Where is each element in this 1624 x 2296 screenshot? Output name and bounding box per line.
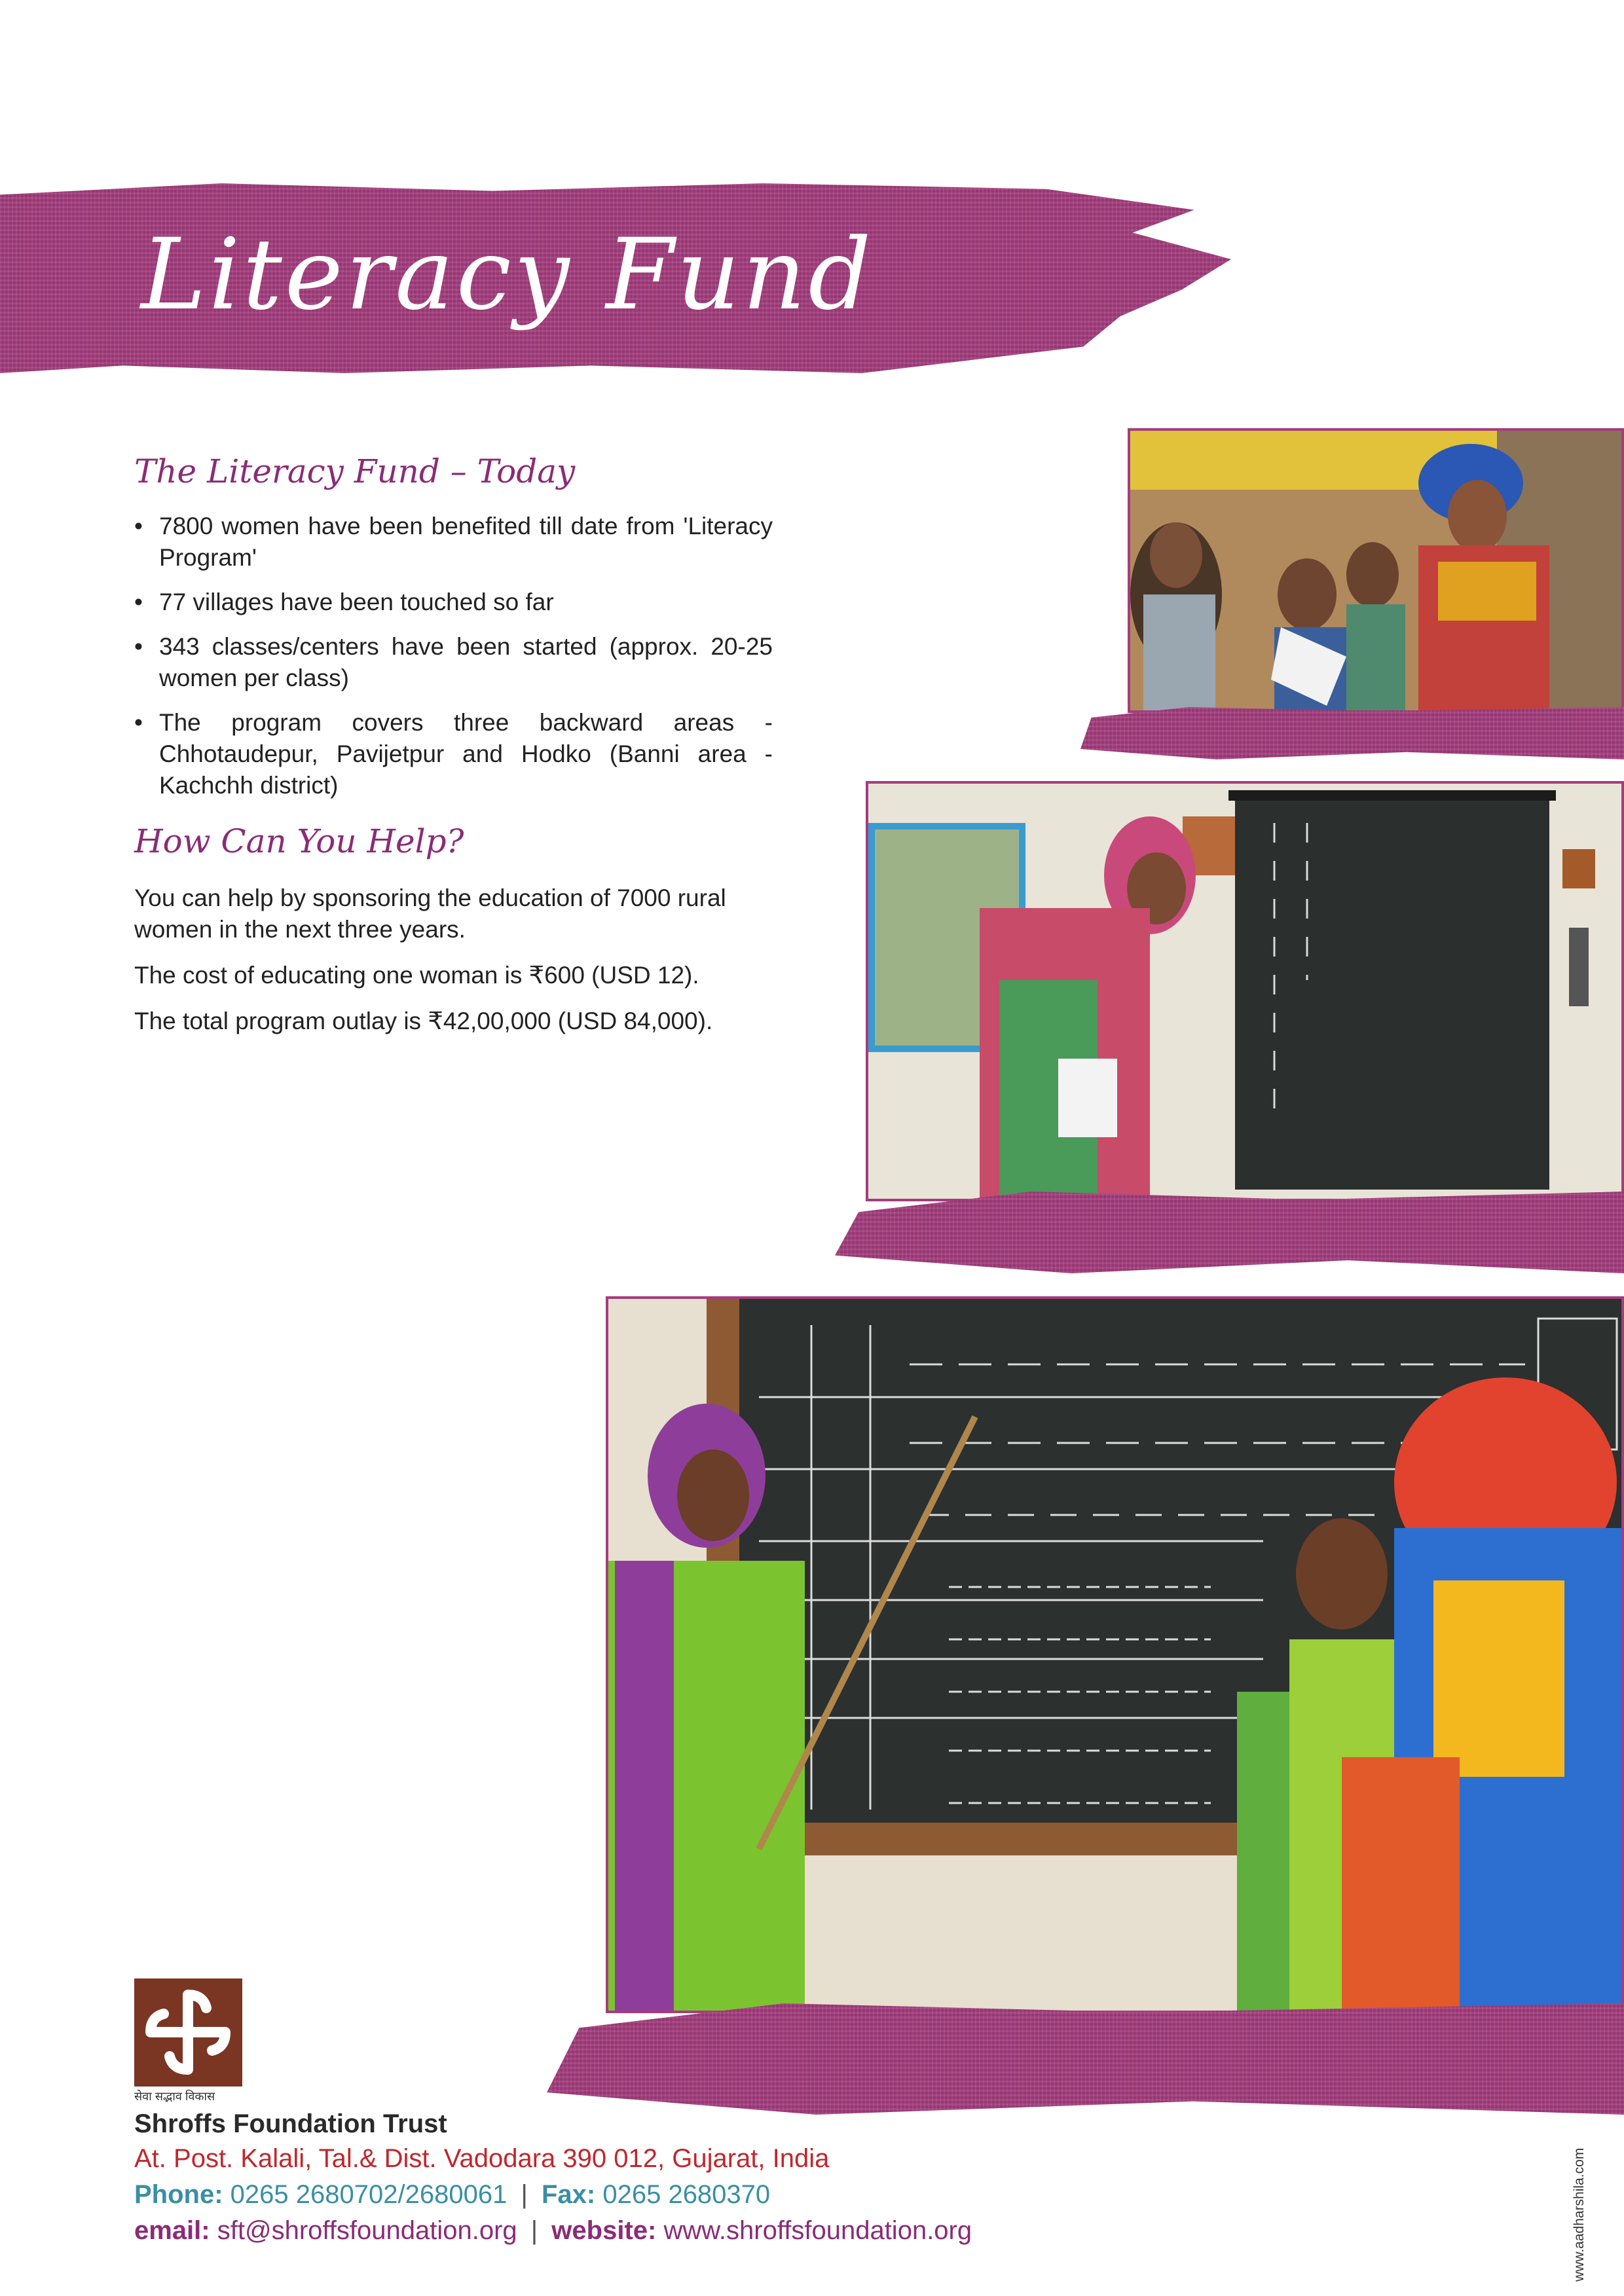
contact-phone-line [134, 2180, 770, 2210]
help-text [134, 883, 779, 1051]
list-item: • 343 classes/centers have been started (approx. 20-25 women per class) [134, 631, 773, 694]
fax-number: 0265 2680370 [602, 2180, 771, 2209]
fax-label: Fax: [541, 2180, 596, 2209]
separator: | [530, 2216, 538, 2245]
brush-stroke [1080, 707, 1624, 759]
website-link[interactable]: www.shroffsfoundation.org [663, 2216, 972, 2245]
logo-tagline: सेवा सद्भाव विकास [134, 2090, 215, 2103]
help-paragraph: The total program outlay is ₹42,00,000 (USD 84,000). [134, 1008, 713, 1034]
brush-stroke [835, 1192, 1624, 1273]
phone-label: Phone: [134, 2180, 223, 2209]
photo-women-children [1128, 428, 1624, 713]
section-heading-today: The Literacy Fund – Today [134, 452, 576, 490]
designer-credit: www.aadharshila.com [1572, 2147, 1587, 2282]
help-paragraph: The cost of educating one woman is ₹600 (USD 12). [134, 962, 699, 989]
brush-stroke [547, 2003, 1624, 2115]
phone-number: 0265 2680702/2680061 [230, 2180, 507, 2209]
contact-web-line [134, 2216, 972, 2246]
list-item: • 77 villages have been touched so far [134, 587, 773, 618]
list-item: • 7800 women have been benefited till date from 'Literacy Program' [134, 511, 773, 574]
email-label: email: [134, 2216, 210, 2245]
separator: | [521, 2180, 528, 2209]
org-address: At. Post. Kalali, Tal.& Dist. Vadodara 390 012, Gujarat, India [134, 2144, 830, 2173]
org-name: Shroffs Foundation Trust [134, 2109, 447, 2138]
email-link[interactable]: sft@shroffsfoundation.org [217, 2216, 517, 2245]
bullet-list [134, 511, 773, 814]
page-title: Literacy Fund [141, 218, 874, 332]
website-label: website: [551, 2216, 657, 2245]
photo-woman-blackboard [866, 781, 1624, 1201]
shroffs-logo-icon [134, 1978, 242, 2086]
photo-teacher-students [606, 1296, 1624, 2013]
help-paragraph: You can help by sponsoring the education of 7000 rural women in the next three years. [134, 884, 726, 943]
list-item: • The program covers three backward areas - Chhotaudepur, Pavijetpur and Hodko (Banni area - Kachchh district) [134, 707, 773, 801]
section-heading-help: How Can You Help? [134, 822, 464, 860]
